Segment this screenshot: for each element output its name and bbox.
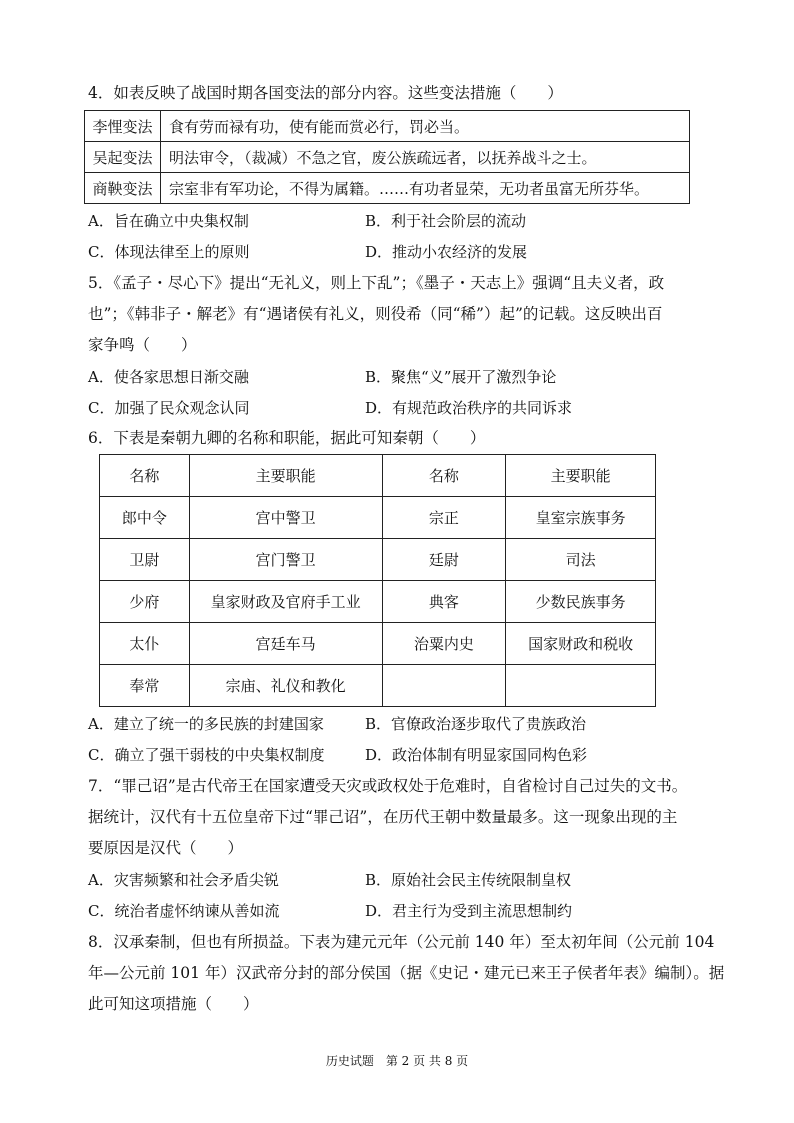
q7-option-b: B．原始社会民主传统限制皇权 — [365, 871, 572, 889]
table-cell: 宗正 — [382, 497, 506, 539]
header-cell: 主要职能 — [506, 455, 656, 497]
q6-table — [99, 454, 656, 707]
q4-stem: 4．如表反映了战国时期各国变法的部分内容。这些变法措施（ ） — [88, 84, 563, 102]
table-cell: 治粟内史 — [382, 623, 506, 665]
q5-stem-line-1: 5．《孟子・尽心下》提出“无礼义，则上下乱”；《墨子・天志上》强调“且夫义者，政 — [88, 274, 665, 292]
q8-stem-line-2: 年—公元前 101 年）汉武帝分封的部分侯国（据《史记・建元已来王子侯者年表》编制）。据 — [88, 964, 725, 982]
table-row — [100, 581, 656, 623]
table-cell: 少府 — [100, 581, 190, 623]
q7-option-d: D．君主行为受到主流思想制约 — [365, 902, 573, 920]
header-cell: 名称 — [382, 455, 506, 497]
q6-option-a: A．建立了统一的多民族的封建国家 — [88, 715, 324, 733]
q5-option-b: B．聚焦“义”展开了激烈争论 — [365, 368, 557, 386]
q7-option-c: C．统治者虚怀纳谏从善如流 — [88, 902, 280, 920]
table-row — [100, 539, 656, 581]
q6-option-b: B．官僚政治逐步取代了贵族政治 — [365, 715, 587, 733]
table-row — [100, 497, 656, 539]
q6-stem: 6．下表是秦朝九卿的名称和职能，据此可知秦朝（ ） — [88, 429, 486, 447]
table-cell — [506, 665, 656, 707]
table-row — [85, 142, 690, 173]
q7-stem-line-3: 要原因是汉代（ ） — [88, 839, 244, 857]
q6-option-d: D．政治体制有明显家国同构色彩 — [365, 746, 588, 764]
page-footer: 历史试题 第 2 页 共 8 页 — [325, 1054, 469, 1068]
q5-option-d: D．有规范政治秩序的共同诉求 — [365, 399, 573, 417]
table-row — [85, 173, 690, 204]
q5-option-a: A．使各家思想日渐交融 — [88, 368, 249, 386]
table-cell: 郎中令 — [100, 497, 190, 539]
q5-option-c: C．加强了民众观念认同 — [88, 399, 250, 417]
table-cell: 少数民族事务 — [506, 581, 656, 623]
reform-content: 宗室非有军功论，不得为属籍。……有功者显荣，无功者虽富无所芬华。 — [161, 173, 690, 204]
table-cell: 宗庙、礼仪和教化 — [189, 665, 382, 707]
q7-option-a: A．灾害频繁和社会矛盾尖锐 — [88, 871, 279, 889]
table-cell: 廷尉 — [382, 539, 506, 581]
table-row — [85, 111, 690, 142]
q5-stem-line-3: 家争鸣（ ） — [88, 336, 197, 354]
table-cell: 卫尉 — [100, 539, 190, 581]
q6-option-c: C．确立了强干弱枝的中央集权制度 — [88, 746, 325, 764]
table-cell: 皇室宗族事务 — [506, 497, 656, 539]
table-cell: 典客 — [382, 581, 506, 623]
q4-option-d: D．推动小农经济的发展 — [365, 243, 528, 261]
reform-content: 明法审令，（裁减）不急之官，废公族疏远者，以抚养战斗之士。 — [161, 142, 690, 173]
table-row — [100, 665, 656, 707]
q8-stem-line-3: 此可知这项措施（ ） — [88, 995, 259, 1013]
q4-option-a: A．旨在确立中央集权制 — [88, 212, 249, 230]
table-cell: 宫门警卫 — [189, 539, 382, 581]
table-cell — [382, 665, 506, 707]
header-cell: 名称 — [100, 455, 190, 497]
q8-stem-line-1: 8．汉承秦制，但也有所损益。下表为建元元年（公元前 140 年）至太初年间（公元前 104 — [88, 933, 715, 951]
table-cell: 奉常 — [100, 665, 190, 707]
reform-content: 食有劳而禄有功，使有能而赏必行，罚必当。 — [161, 111, 690, 142]
table-row — [100, 623, 656, 665]
table-cell: 宫中警卫 — [189, 497, 382, 539]
q5-stem-line-2: 也”；《韩非子・解老》有“遇诸侯有礼义，则役希（同“稀”）起”的记载。这反映出百 — [88, 305, 663, 323]
q7-stem-line-2: 据统计，汉代有十五位皇帝下过“罪己诏”，在历代王朝中数量最多。这一现象出现的主 — [88, 808, 678, 826]
header-cell: 主要职能 — [189, 455, 382, 497]
table-cell: 国家财政和税收 — [506, 623, 656, 665]
q4-option-c: C．体现法律至上的原则 — [88, 243, 250, 261]
table-header-row — [100, 455, 656, 497]
q4-table — [84, 110, 690, 204]
q4-option-b: B．利于社会阶层的流动 — [365, 212, 527, 230]
reform-name: 李悝变法 — [85, 111, 161, 142]
table-cell: 皇家财政及官府手工业 — [189, 581, 382, 623]
table-cell: 太仆 — [100, 623, 190, 665]
table-cell: 司法 — [506, 539, 656, 581]
table-cell: 宫廷车马 — [189, 623, 382, 665]
reform-name: 吴起变法 — [85, 142, 161, 173]
reform-name: 商鞅变法 — [85, 173, 161, 204]
q7-stem-line-1: 7．“罪己诏”是古代帝王在国家遭受天灾或政权处于危难时，自省检讨自己过失的文书。 — [88, 777, 688, 795]
